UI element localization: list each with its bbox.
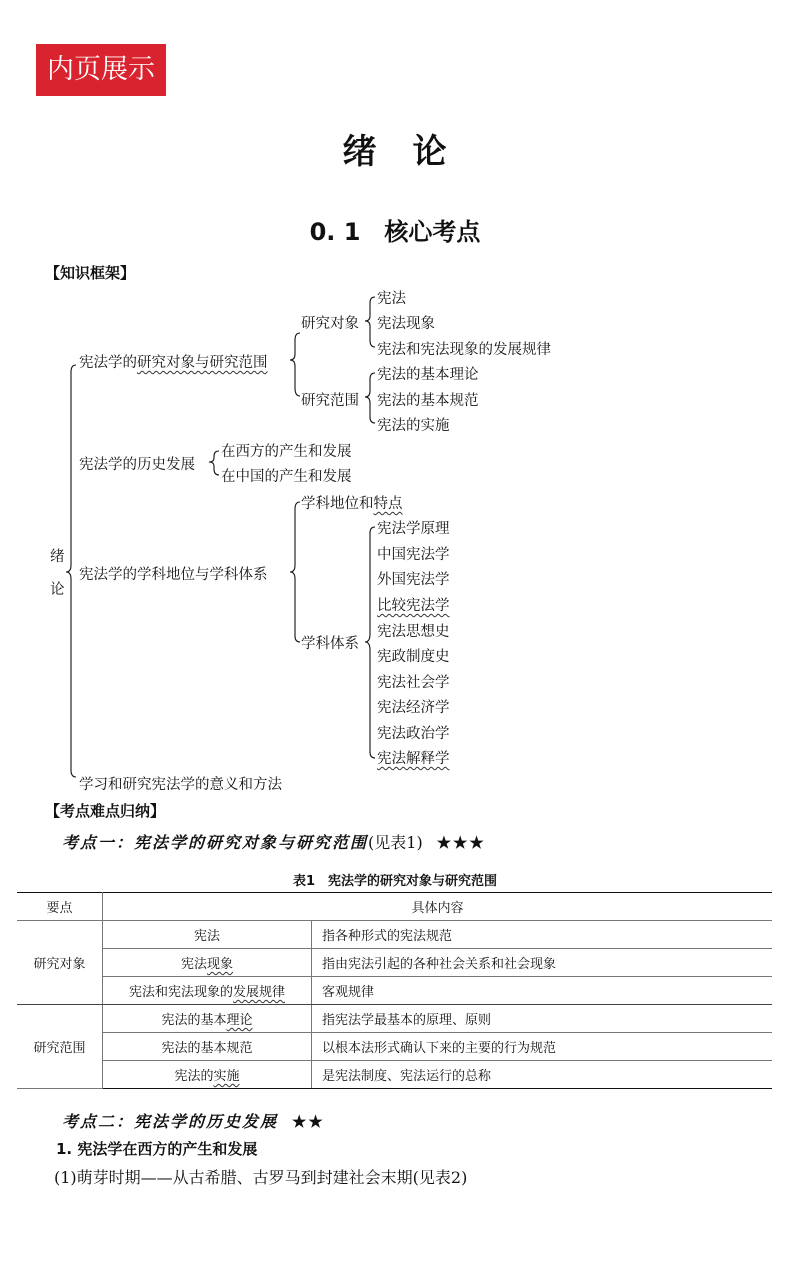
- item-cell: 宪法和宪法现象的发展规律: [103, 977, 312, 1005]
- tree-item: 中国宪法学: [377, 547, 450, 563]
- tree-item: 宪法经济学: [377, 700, 450, 716]
- tree-root-char1: 绪: [50, 549, 65, 565]
- framework-heading: 【知识框架】: [45, 264, 136, 282]
- section-title: 0. 1 核心考点: [309, 218, 481, 246]
- table-header-cell: 具体内容: [103, 893, 773, 921]
- kaodian1-heading: 考点一：宪法学的研究对象与研究范围(见表1) ★★★: [62, 833, 486, 852]
- summary-heading: 【考点难点归纳】: [45, 802, 166, 820]
- desc-cell: 指各种形式的宪法规范: [312, 921, 773, 949]
- tree-item: 宪政制度史: [377, 649, 450, 665]
- table-row: [17, 977, 772, 1005]
- item-cell: 宪法的基本规范: [103, 1033, 312, 1061]
- content-table: [17, 892, 772, 1089]
- branch1-sub1-label: 研究对象: [301, 316, 359, 332]
- table-row: [17, 1061, 772, 1089]
- desc-cell: 指宪法学最基本的原理、原则: [312, 1005, 773, 1033]
- table-caption: 表1 宪法学的研究对象与研究范围: [292, 874, 498, 889]
- table-row: [17, 949, 772, 977]
- tree-item: 宪法社会学: [377, 675, 450, 691]
- desc-cell: 是宪法制度、宪法运行的总称: [312, 1061, 773, 1089]
- group-label: 研究对象: [17, 921, 103, 1005]
- group-label: 研究范围: [17, 1005, 103, 1089]
- tree-item: 宪法学原理: [377, 521, 450, 537]
- branch3-sub1-label: 学科地位和特点: [301, 496, 403, 512]
- page-banner: 内页展示: [36, 44, 166, 96]
- branch3-label: 宪法学的学科地位与学科体系: [79, 567, 268, 583]
- branch3-bracket: [290, 502, 300, 642]
- tree-item: 宪法: [377, 291, 406, 307]
- tree-item: 比较宪法学: [377, 598, 450, 614]
- item-cell: 宪法的基本理论: [103, 1005, 312, 1033]
- tree-item: 宪法的基本理论: [377, 367, 479, 383]
- table-row: [17, 1033, 772, 1061]
- tree-item: 外国宪法学: [377, 572, 450, 588]
- branch1-label: 宪法学的研究对象与研究范围: [79, 355, 268, 371]
- branch2-label: 宪法学的历史发展: [79, 457, 195, 473]
- sub3-bracket: [365, 527, 375, 758]
- desc-cell: 以根本法形式确认下来的主要的行为规范: [312, 1033, 773, 1061]
- tree-item: 在西方的产生和发展: [221, 444, 352, 460]
- tree-item: 宪法现象: [377, 316, 435, 332]
- paragraph-1: (1)萌芽时期——从古希腊、古罗马到封建社会末期(见表2): [54, 1168, 468, 1187]
- subhead-1: 1. 宪法学在西方的产生和发展: [56, 1140, 258, 1158]
- tree-item: 宪法政治学: [377, 726, 450, 742]
- desc-cell: 指由宪法引起的各种社会关系和社会现象: [312, 949, 773, 977]
- sub1-bracket: [365, 297, 375, 347]
- sub2-bracket: [365, 373, 375, 423]
- desc-cell: 客观规律: [312, 977, 773, 1005]
- kaodian2-heading: 考点二：宪法学的历史发展 ★★: [62, 1112, 325, 1131]
- branch3-sub2-label: 学科体系: [301, 636, 359, 652]
- tree-item: 宪法的实施: [377, 418, 450, 434]
- tree-root-char2: 论: [50, 582, 65, 598]
- table-row: [17, 921, 772, 949]
- tree-item: 宪法和宪法现象的发展规律: [377, 342, 551, 358]
- branch2-bracket: [209, 451, 219, 475]
- branch1-sub2-label: 研究范围: [301, 393, 359, 409]
- branch4-label: 学习和研究宪法学的意义和方法: [79, 777, 282, 793]
- tree-item: 在中国的产生和发展: [221, 469, 352, 485]
- item-cell: 宪法现象: [103, 949, 312, 977]
- chapter-title: 绪 论: [342, 132, 448, 172]
- tree-item: 宪法解释学: [377, 751, 450, 767]
- tree-item: 宪法的基本规范: [377, 393, 479, 409]
- item-cell: 宪法的实施: [103, 1061, 312, 1089]
- root-bracket: [66, 365, 76, 777]
- tree-item: 宪法思想史: [377, 624, 450, 640]
- table-header-cell: 要点: [17, 893, 103, 921]
- branch1-bracket: [290, 333, 300, 396]
- item-cell: 宪法: [103, 921, 312, 949]
- table-row: [17, 1005, 772, 1033]
